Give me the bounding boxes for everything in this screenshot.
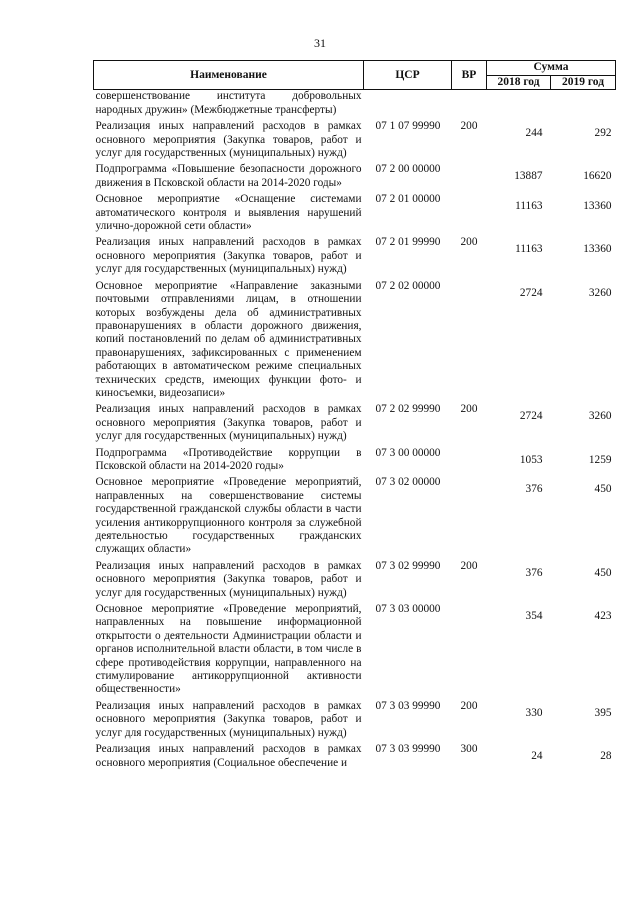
row-amount-2018: 376: [525, 566, 543, 579]
row-csr: 07 3 03 99990: [375, 699, 441, 712]
row-name: Реализация иных направлений расходов в рамках основного мероприятия (Закупка товаров, работ и услуг для государственных (муниципальных) нужд): [95, 403, 362, 443]
row-name: Основное мероприятие «Проведение мероприятий, направленных на совершенствование системы государственной гражданской службы области в части усиления антикоррупционного контроля за служебной деятельностью государственных гражданских служащих области»: [95, 476, 362, 556]
row-amount-2018: 13887: [514, 170, 543, 183]
row-amount-2019: 1259: [588, 453, 612, 466]
row-amount-2019: 450: [594, 566, 612, 579]
row-csr: 07 2 00 00000: [375, 163, 441, 176]
row-amount-2019: 423: [594, 610, 612, 623]
row-amount-2019: 13360: [583, 200, 612, 213]
header-vr: ВР: [452, 61, 487, 90]
row-amount-2019: 16620: [583, 170, 612, 183]
table-header: [94, 61, 616, 90]
table-row: [94, 193, 616, 236]
row-amount-2018: 11163: [515, 200, 543, 213]
row-amount-2019: 3260: [588, 410, 612, 423]
row-amount-2018: 244: [525, 127, 543, 140]
row-vr: [452, 447, 487, 477]
row-vr: [452, 603, 487, 700]
row-name: Основное мероприятие «Направление заказными почтовыми отправлениями лицам, в отношении которых возбуждены дела об административных правонарушениях в области дорожного движения, копий постановлений по делам об административных правонарушениях, зафиксированных с применением работающих в автоматическом режиме специальных технических средств, имеющих функции фото- и киносъемки, видеозаписи»: [95, 279, 362, 399]
row-amount-2018: 376: [525, 483, 543, 496]
row-vr: 200: [460, 699, 478, 712]
row-vr: [452, 163, 487, 193]
table-row: [94, 403, 616, 446]
budget-table-frame: [93, 60, 615, 773]
row-name: Основное мероприятие «Проведение мероприятий, направленных на повышение информационной открытости о деятельности Администрации области и органов исполнительной власти области, в том числе в сфере противодействия коррупции, направленного на стимулирование антикоррупционной активности общественности»: [95, 603, 362, 696]
row-amount-2019: 395: [594, 706, 612, 719]
row-amount-2018: 2724: [519, 410, 543, 423]
row-vr: 200: [460, 236, 478, 249]
row-name: Подпрограмма «Повышение безопасности дорожного движения в Псковской области на 2014-2020 годы»: [95, 163, 362, 189]
row-name: Реализация иных направлений расходов в рамках основного мероприятия (Закупка товаров, работ и услуг для государственных (муниципальных) нужд): [95, 236, 362, 276]
row-vr: [452, 90, 487, 120]
row-csr: 07 3 02 00000: [375, 476, 441, 489]
row-csr: 07 2 02 99990: [375, 403, 441, 416]
row-amount-2019: [551, 90, 616, 120]
page-number: 31: [314, 36, 326, 50]
table-row: [94, 603, 616, 700]
row-amount-2018: 24: [531, 750, 543, 763]
row-vr: [452, 193, 487, 236]
row-amount-2018: 330: [525, 706, 543, 719]
table-row: [94, 476, 616, 559]
table-row: [94, 700, 616, 743]
row-amount-2018: 354: [525, 610, 543, 623]
table-row: [94, 163, 616, 193]
row-vr: 200: [460, 403, 478, 416]
header-name: Наименование: [94, 61, 364, 90]
row-name: Реализация иных направлений расходов в рамках основного мероприятия (Закупка товаров, работ и услуг для государственных (муниципальных) нужд): [95, 120, 362, 160]
row-csr: [364, 90, 452, 120]
row-amount-2019: 13360: [583, 243, 612, 256]
row-amount-2019: 28: [600, 750, 612, 763]
row-vr: [452, 280, 487, 404]
row-amount-2018: 11163: [515, 243, 543, 256]
row-vr: [452, 476, 487, 559]
row-amount-2018: [487, 90, 551, 120]
row-name: Основное мероприятие «Оснащение системами автоматического контроля и выявления нарушений улично-дорожной сети области»: [95, 193, 362, 233]
row-csr: 07 2 01 99990: [375, 236, 441, 249]
row-vr: 300: [460, 743, 478, 756]
header-year-2018: 2018 год: [487, 76, 551, 90]
header-csr: ЦСР: [364, 61, 452, 90]
row-amount-2018: 2724: [519, 286, 543, 299]
header-sum: Сумма: [487, 61, 616, 76]
row-name: Реализация иных направлений расходов в рамках основного мероприятия (Социальное обеспечение и: [95, 743, 362, 769]
row-name: совершенствование института добровольных народных дружин» (Межбюджетные трансферты): [95, 90, 362, 116]
table-row: [94, 447, 616, 477]
row-csr: 07 2 02 00000: [375, 279, 441, 292]
row-vr: 200: [460, 559, 478, 572]
row-csr: 07 3 03 00000: [375, 603, 441, 616]
row-amount-2018: 1053: [519, 453, 543, 466]
table-row: [94, 743, 616, 773]
table-body: [94, 90, 616, 773]
row-csr: 07 3 00 00000: [375, 446, 441, 459]
row-vr: 200: [460, 120, 478, 133]
row-csr: 07 1 07 99990: [375, 120, 441, 133]
table-row: [94, 236, 616, 279]
row-amount-2019: 450: [594, 483, 612, 496]
table-row: [94, 90, 616, 120]
row-name: Подпрограмма «Противодействие коррупции в Псковской области на 2014-2020 годы»: [95, 446, 362, 472]
row-name: Реализация иных направлений расходов в рамках основного мероприятия (Закупка товаров, работ и услуг для государственных (муниципальных) нужд): [95, 699, 362, 739]
row-amount-2019: 3260: [588, 286, 612, 299]
row-csr: 07 2 01 00000: [375, 193, 441, 206]
table-row: [94, 120, 616, 163]
row-csr: 07 3 03 99990: [375, 743, 441, 756]
table-row: [94, 280, 616, 404]
row-csr: 07 3 02 99990: [375, 559, 441, 572]
row-amount-2019: 292: [594, 127, 612, 140]
table-row: [94, 560, 616, 603]
row-name: Реализация иных направлений расходов в рамках основного мероприятия (Закупка товаров, работ и услуг для государственных (муниципальных) нужд): [95, 559, 362, 599]
budget-table: [93, 60, 616, 773]
header-year-2019: 2019 год: [551, 76, 616, 90]
